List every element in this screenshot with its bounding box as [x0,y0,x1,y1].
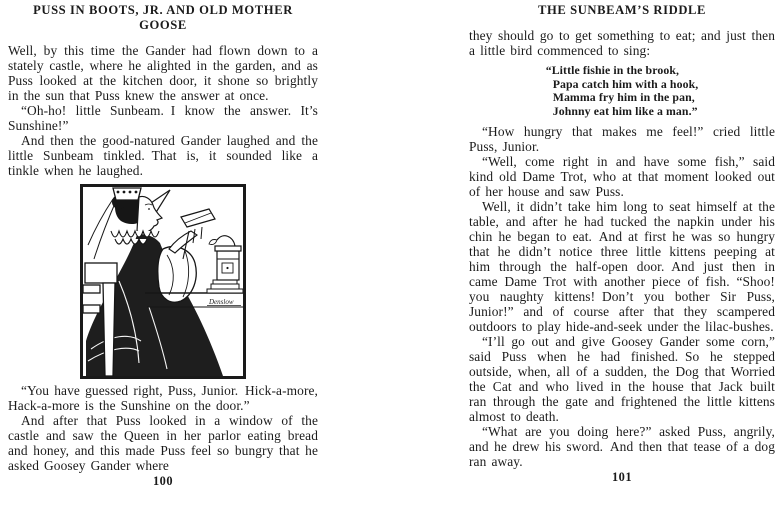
paragraph: Well, by this time the Gander had flown down to a stately castle, where he alighted in the garden, and as Puss looked at the kitchen door, it shone so brightly in the sun that Puss knew the answer at once. [8,43,318,103]
queen-illustration [80,184,246,379]
queen-illustration-drawing [83,187,243,376]
crown [113,188,141,200]
paragraph: “Oh-ho! little Sunbeam. I know the answer. It’s Sunshine!” [8,103,318,133]
paragraph: And after that Puss looked in a window of the castle and saw the Queen in her parlor eating bread and honey, and this made Puss feel so bungry that he asked Goosey Gander where [8,413,318,473]
paragraph: “What are you doing here?” asked Puss, angrily, and he drew his sword. And then that tease of a dog ran away. [469,424,775,469]
bird-song-poem [546,64,699,118]
paragraph: And then the good-natured Gander laughed and the little Sunbeam tinkled. That is, it sounded like a tinkle when he laughed. [8,133,318,178]
poem-line: Johnny eat him like a man.” [552,103,698,118]
paragraph: they should go to get something to eat; and just then a little bird commenced to sing: [469,28,775,58]
left-page [8,0,318,488]
right-running-head: THE SUNBEAM’S RIDDLE [537,3,707,17]
right-page [469,0,775,484]
paragraph: Well, it didn’t take him long to seat himself at the table, and after he had tucked the napkin under his chin he began to eat. And at first he was so hungry that he didn’t notice three little kittens peeping at him through the half-open door. And just then in came Dame Trot with another piece of fish. “Shoo! you naughty kittens! Don’t you bother Sir Puss, Junior!” and of course after that they scampered outdoors to play hide-and-seek under the lilac-bushes. [469,199,775,334]
signature-text: Denslow [209,298,234,306]
paragraph: “You have guessed right, Puss, Junior. Hick-a-more, Hack-a-more is the Sunshine on the door.” [8,383,318,413]
paragraph: “I’ll go out and give Goosey Gander some corn,” said Puss when he had finished. So he stepped outside, when, all of a sudden, the Dog that Worried the Cat and who lived in the house that Jack built ran through the gate and frightened the little kittens almost to death. [469,334,775,424]
poem-line: Papa catch him with a hook, [552,76,699,91]
poem-line: Mamma fry him in the pan, [552,90,695,104]
poem-line: “Little fishie in the brook, [545,63,680,77]
paragraph: “Well, come right in and have some fish,” said kind old Dame Trot, who at that moment looked out of her house and saw Puss. [469,154,775,199]
paragraph: “How hungry that makes me feel!” cried little Puss, Junior. [469,124,775,154]
left-running-head: PUSS IN BOOTS, JR. AND OLD MOTHER GOOSE [33,3,293,32]
left-page-number: 100 [152,474,174,488]
right-page-number: 101 [611,470,633,484]
